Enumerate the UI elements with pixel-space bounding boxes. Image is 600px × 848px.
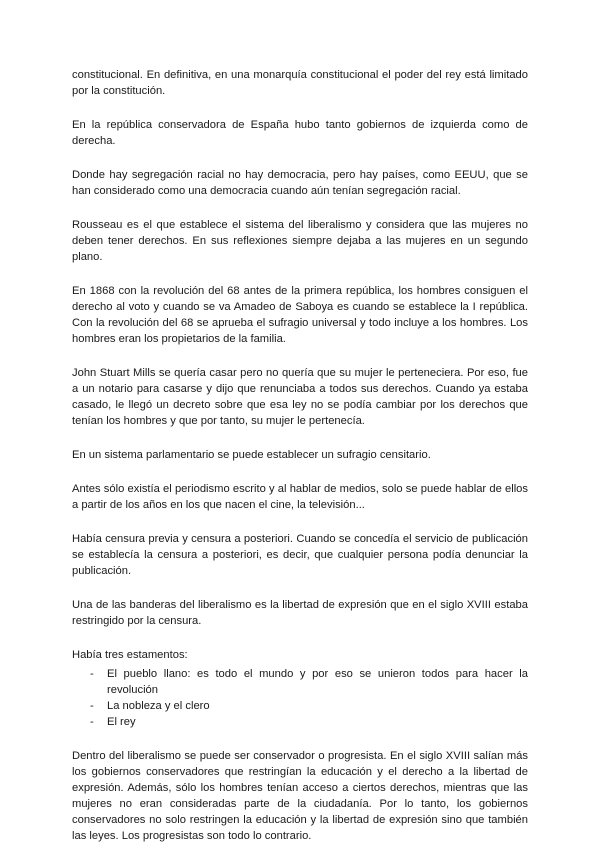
list-item: - La nobleza y el clero <box>72 698 528 714</box>
paragraph-rousseau: Rousseau es el que establece el sistema del liberalismo y considera que las mujeres no deben tener derechos. En sus reflexiones siempre dejaba a las mujeres en un segundo plano. <box>72 219 528 263</box>
list-intro: Había tres estamentos: <box>72 649 188 661</box>
paragraph-conservador-progresista: Dentro del liberalismo se puede ser conservador o progresista. En el siglo XVIII salían más los gobiernos conservadores que restringían la educación y el derecho a la libertad de expresión. Además, sólo los hombres tenían acceso a ciertos derechos, mientras que las mujeres no eran consideradas parte de la ciudadanía. Por lo tanto, los gobiernos conservadores no solo restringen la educación y la libertad de expresión sino que también las leyes. Los progresistas son todo lo contrario. <box>72 750 528 842</box>
list-item: - El rey <box>72 714 528 730</box>
paragraph-monarquia: constitucional. En definitiva, en una monarquía constitucional el poder del rey está limitado por la constitución. <box>72 69 528 97</box>
paragraph-libertad-expresion: Una de las banderas del liberalismo es la libertad de expresión que en el siglo XVIII estaba restringido por la censura. <box>72 599 528 627</box>
list-item: - El pueblo llano: es todo el mundo y por eso se unieron todos para hacer la revolución <box>72 666 528 698</box>
paragraph-republica: En la república conservadora de España hubo tanto gobiernos de izquierda como de derecha. <box>72 119 528 147</box>
estamentos-list <box>72 666 528 730</box>
paragraph-stuart-mill: John Stuart Mills se quería casar pero no quería que su mujer le perteneciera. Por eso, fue a un notario para casarse y dijo que renunciaba a todos sus derechos. Cuando ya estaba casado, le llegó un decreto sobre que esa ley no se podía cambiar por los derechos que tenían los hombres y que por tanto, su mujer le pertenecía. <box>72 367 528 427</box>
paragraph-censura: Había censura previa y censura a posteriori. Cuando se concedía el servicio de publicación se establecía la censura a posteriori, es decir, que cualquier persona podía denunciar la publicación. <box>72 533 528 577</box>
paragraph-segregacion: Donde hay segregación racial no hay democracia, pero hay países, como EEUU, que se han considerado como una democracia cuando aún tenían segregación racial. <box>72 169 528 197</box>
paragraph-sufragio: En un sistema parlamentario se puede establecer un sufragio censitario. <box>72 449 431 461</box>
paragraph-periodismo: Antes sólo existía el periodismo escrito y al hablar de medios, solo se puede hablar de ellos a partir de los años en los que nacen el cine, la televisión... <box>72 483 528 511</box>
paragraph-1868: En 1868 con la revolución del 68 antes de la primera república, los hombres consiguen el derecho al voto y cuando se va Amadeo de Saboya es cuando se establece la I república. Con la revolución del 68 se aprueba el sufragio universal y todo incluye a los hombres. Los hombres eran los propietarios de la familia. <box>72 285 528 345</box>
